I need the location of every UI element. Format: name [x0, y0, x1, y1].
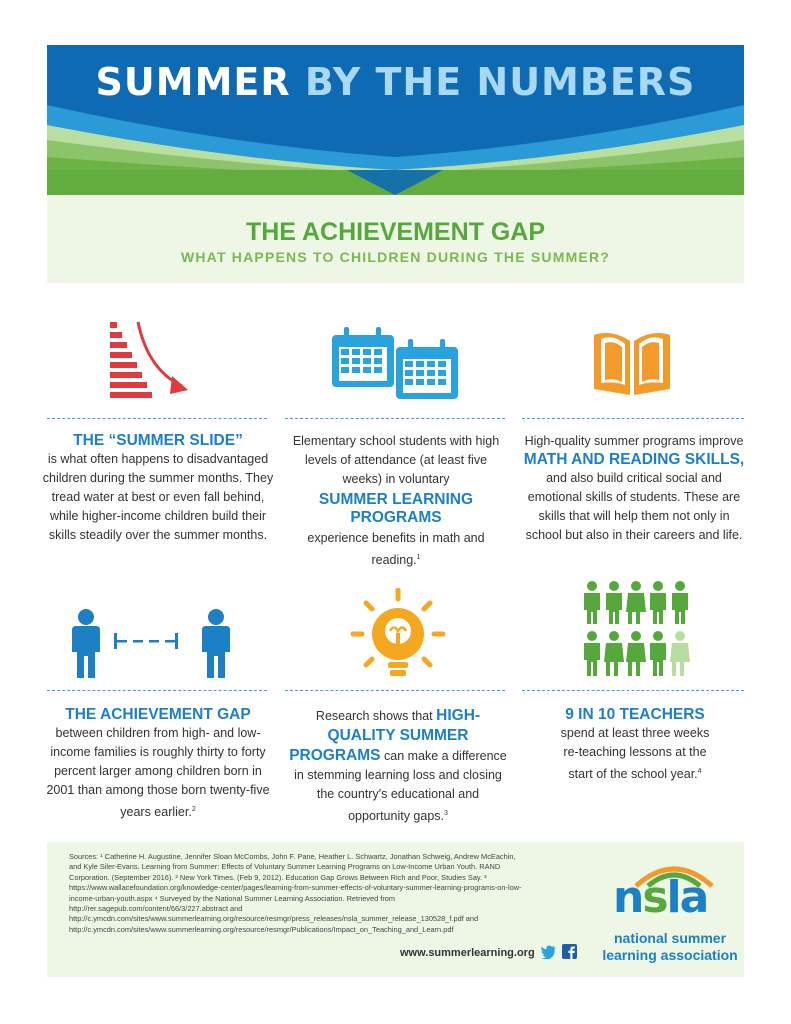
- intro-title: THE ACHIEVEMENT GAP: [245, 218, 546, 246]
- website-link[interactable]: www.summerlearning.org: [400, 947, 535, 959]
- people-row-bottom: [584, 631, 690, 676]
- divider: [47, 418, 267, 419]
- programs-fact: [288, 432, 504, 570]
- intro-subtitle: WHAT HAPPENS TO CHILDREN DURING THE SUMMER?: [180, 249, 611, 265]
- footnote-marker: 3: [444, 810, 448, 817]
- logo-letter-l: l: [666, 872, 680, 923]
- summer-slide-fact: [40, 432, 276, 545]
- gap-fact: [40, 706, 276, 822]
- org-name: [590, 930, 750, 964]
- teachers-heading: 9 IN 10 TEACHERS: [565, 706, 705, 723]
- divider: [47, 690, 267, 691]
- org-name-line1: national summer: [613, 930, 727, 946]
- gap-body: between children from high- and low-income families is roughly thirty to forty percent larger among children born in 2001 than among those born twenty-five years earlier.: [46, 726, 270, 820]
- sources-text: Sources: ¹ Catherine H. Augustine, Jennifer Sloan McCombs, John F. Pane, Heather L. Schwartz, Jonathan Schweig, Andrew McEachin, and Kyle Siler-Evans. Learning from Summer: Effects of Voluntary Summer Learning Programs on Low-Income Urban Youth. RAND Corporation. (September 2016). ² New York Times. (Feb 9, 2012). Education Gap Grows Between Rich and Poor, Studies Say. ³ https://www.wallacefoundation.org/knowledge-center/pages/learning-from-summer-effects-of-voluntary-summer-learning-programs-on-low-income-urban-youth.aspx ⁴ Surveyed by the National Summer Learning Association. Retrieved from http://rer.sagepub.com/content/66/3/227.abstract and http://c.ymcdn.com/sites/www.summerlearning.org/resource/resmgr/press_releases/nsla_summer_release_130528_f.pdf and http://c.ymcdn.com/sites/www.summerlearning.org/resource/resmgr/Publications/Impact_on_Teaching_and_Learn.pdf: [69, 852, 522, 934]
- summer-slide-chart-icon: [108, 320, 198, 400]
- programs-body: experience benefits in math and reading.: [307, 531, 485, 568]
- gap-heading: THE ACHIEVEMENT GAP: [65, 706, 251, 723]
- logo-letter-n: n: [613, 872, 643, 923]
- twitter-icon[interactable]: [541, 945, 557, 959]
- skills-body: and also build critical social and emotional skills of students. These are skills that will help them not only in school but also in their careers and life.: [525, 471, 743, 542]
- logo-letter-a: a: [679, 872, 708, 923]
- open-book-icon: [592, 325, 672, 397]
- programs-intro: Elementary school students with high levels of attendance (at least five weeks) in voluntary: [292, 434, 500, 486]
- summer-slide-heading: THE “SUMMER SLIDE”: [73, 432, 243, 449]
- research-intro: Research shows that: [315, 709, 433, 723]
- skills-intro: High-quality summer programs improve: [524, 434, 744, 448]
- research-body: can make a difference in stemming learning loss and closing the country's educational and opportunity gaps.: [294, 749, 507, 824]
- divider: [285, 418, 505, 419]
- teachers-fact: [555, 706, 715, 784]
- calendar-icon: [330, 325, 460, 400]
- title-by-the-numbers: BY THE NUMBERS: [304, 60, 696, 104]
- footnote-marker: 1: [416, 554, 421, 561]
- divider: [285, 690, 505, 691]
- skills-fact: [523, 432, 745, 545]
- summer-slide-body: is what often happens to disadvantaged children during the summer months. They tread water at best or even fall behind, while higher-income children build their skills steadily over the summer months.: [42, 452, 274, 542]
- page-title: [0, 60, 791, 104]
- org-name-line2: learning association: [602, 947, 738, 963]
- divider: [522, 418, 744, 419]
- people-row-top: [584, 581, 688, 624]
- achievement-gap-people-icon: [66, 608, 246, 680]
- teachers-people-icon: [582, 580, 690, 680]
- research-heading: HIGH-QUALITY SUMMER PROGRAMS: [289, 707, 481, 764]
- footnote-marker: 2: [191, 806, 196, 813]
- logo-letter-s: s: [642, 872, 667, 923]
- nsla-logo: [613, 872, 707, 923]
- teachers-body: spend at least three weeks re-teaching lessons at the start of the school year.: [560, 726, 710, 782]
- lightbulb-icon: [350, 588, 446, 684]
- divider: [522, 690, 744, 691]
- facebook-icon[interactable]: [562, 944, 577, 959]
- research-fact: [288, 706, 508, 826]
- footnote-marker: 4: [697, 768, 702, 775]
- programs-heading: SUMMER LEARNING PROGRAMS: [318, 491, 474, 526]
- title-summer: SUMMER: [95, 60, 291, 104]
- skills-heading: MATH AND READING SKILLS,: [523, 451, 745, 468]
